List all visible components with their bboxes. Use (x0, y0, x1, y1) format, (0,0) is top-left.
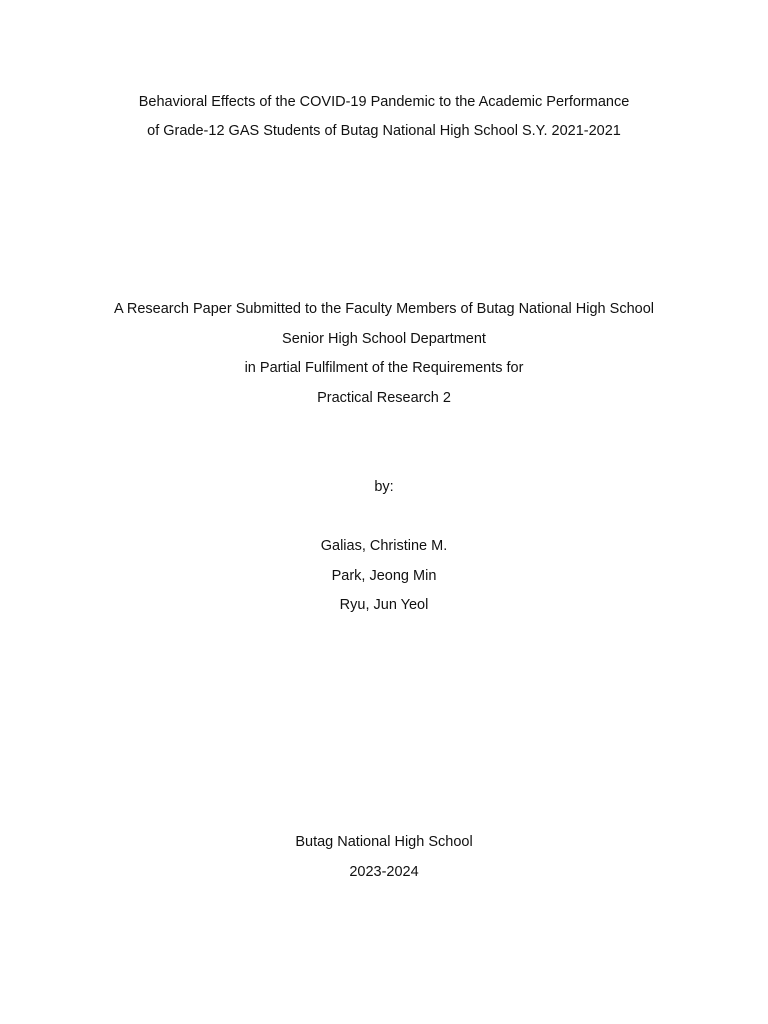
submission-line-2: Senior High School Department (282, 331, 486, 347)
school-name: Butag National High School (295, 834, 473, 850)
submission-line-4: Practical Research 2 (317, 390, 451, 406)
submission-line-1: A Research Paper Submitted to the Faculty Members of Butag National High School (113, 301, 654, 317)
title-line-1: Behavioral Effects of the COVID-19 Pandemic to the Academic Performance (138, 94, 630, 110)
author-name: Galias, Christine M. (320, 538, 448, 554)
school-year: 2023-2024 (349, 864, 419, 880)
submission-line-3: in Partial Fulfilment of the Requirements for (244, 360, 524, 376)
author-name: Park, Jeong Min (331, 568, 437, 584)
title-line-2: of Grade-12 GAS Students of Butag National High School S.Y. 2021-2021 (147, 123, 621, 139)
author-name: Ryu, Jun Yeol (339, 597, 429, 613)
by-label: by: (374, 479, 394, 495)
